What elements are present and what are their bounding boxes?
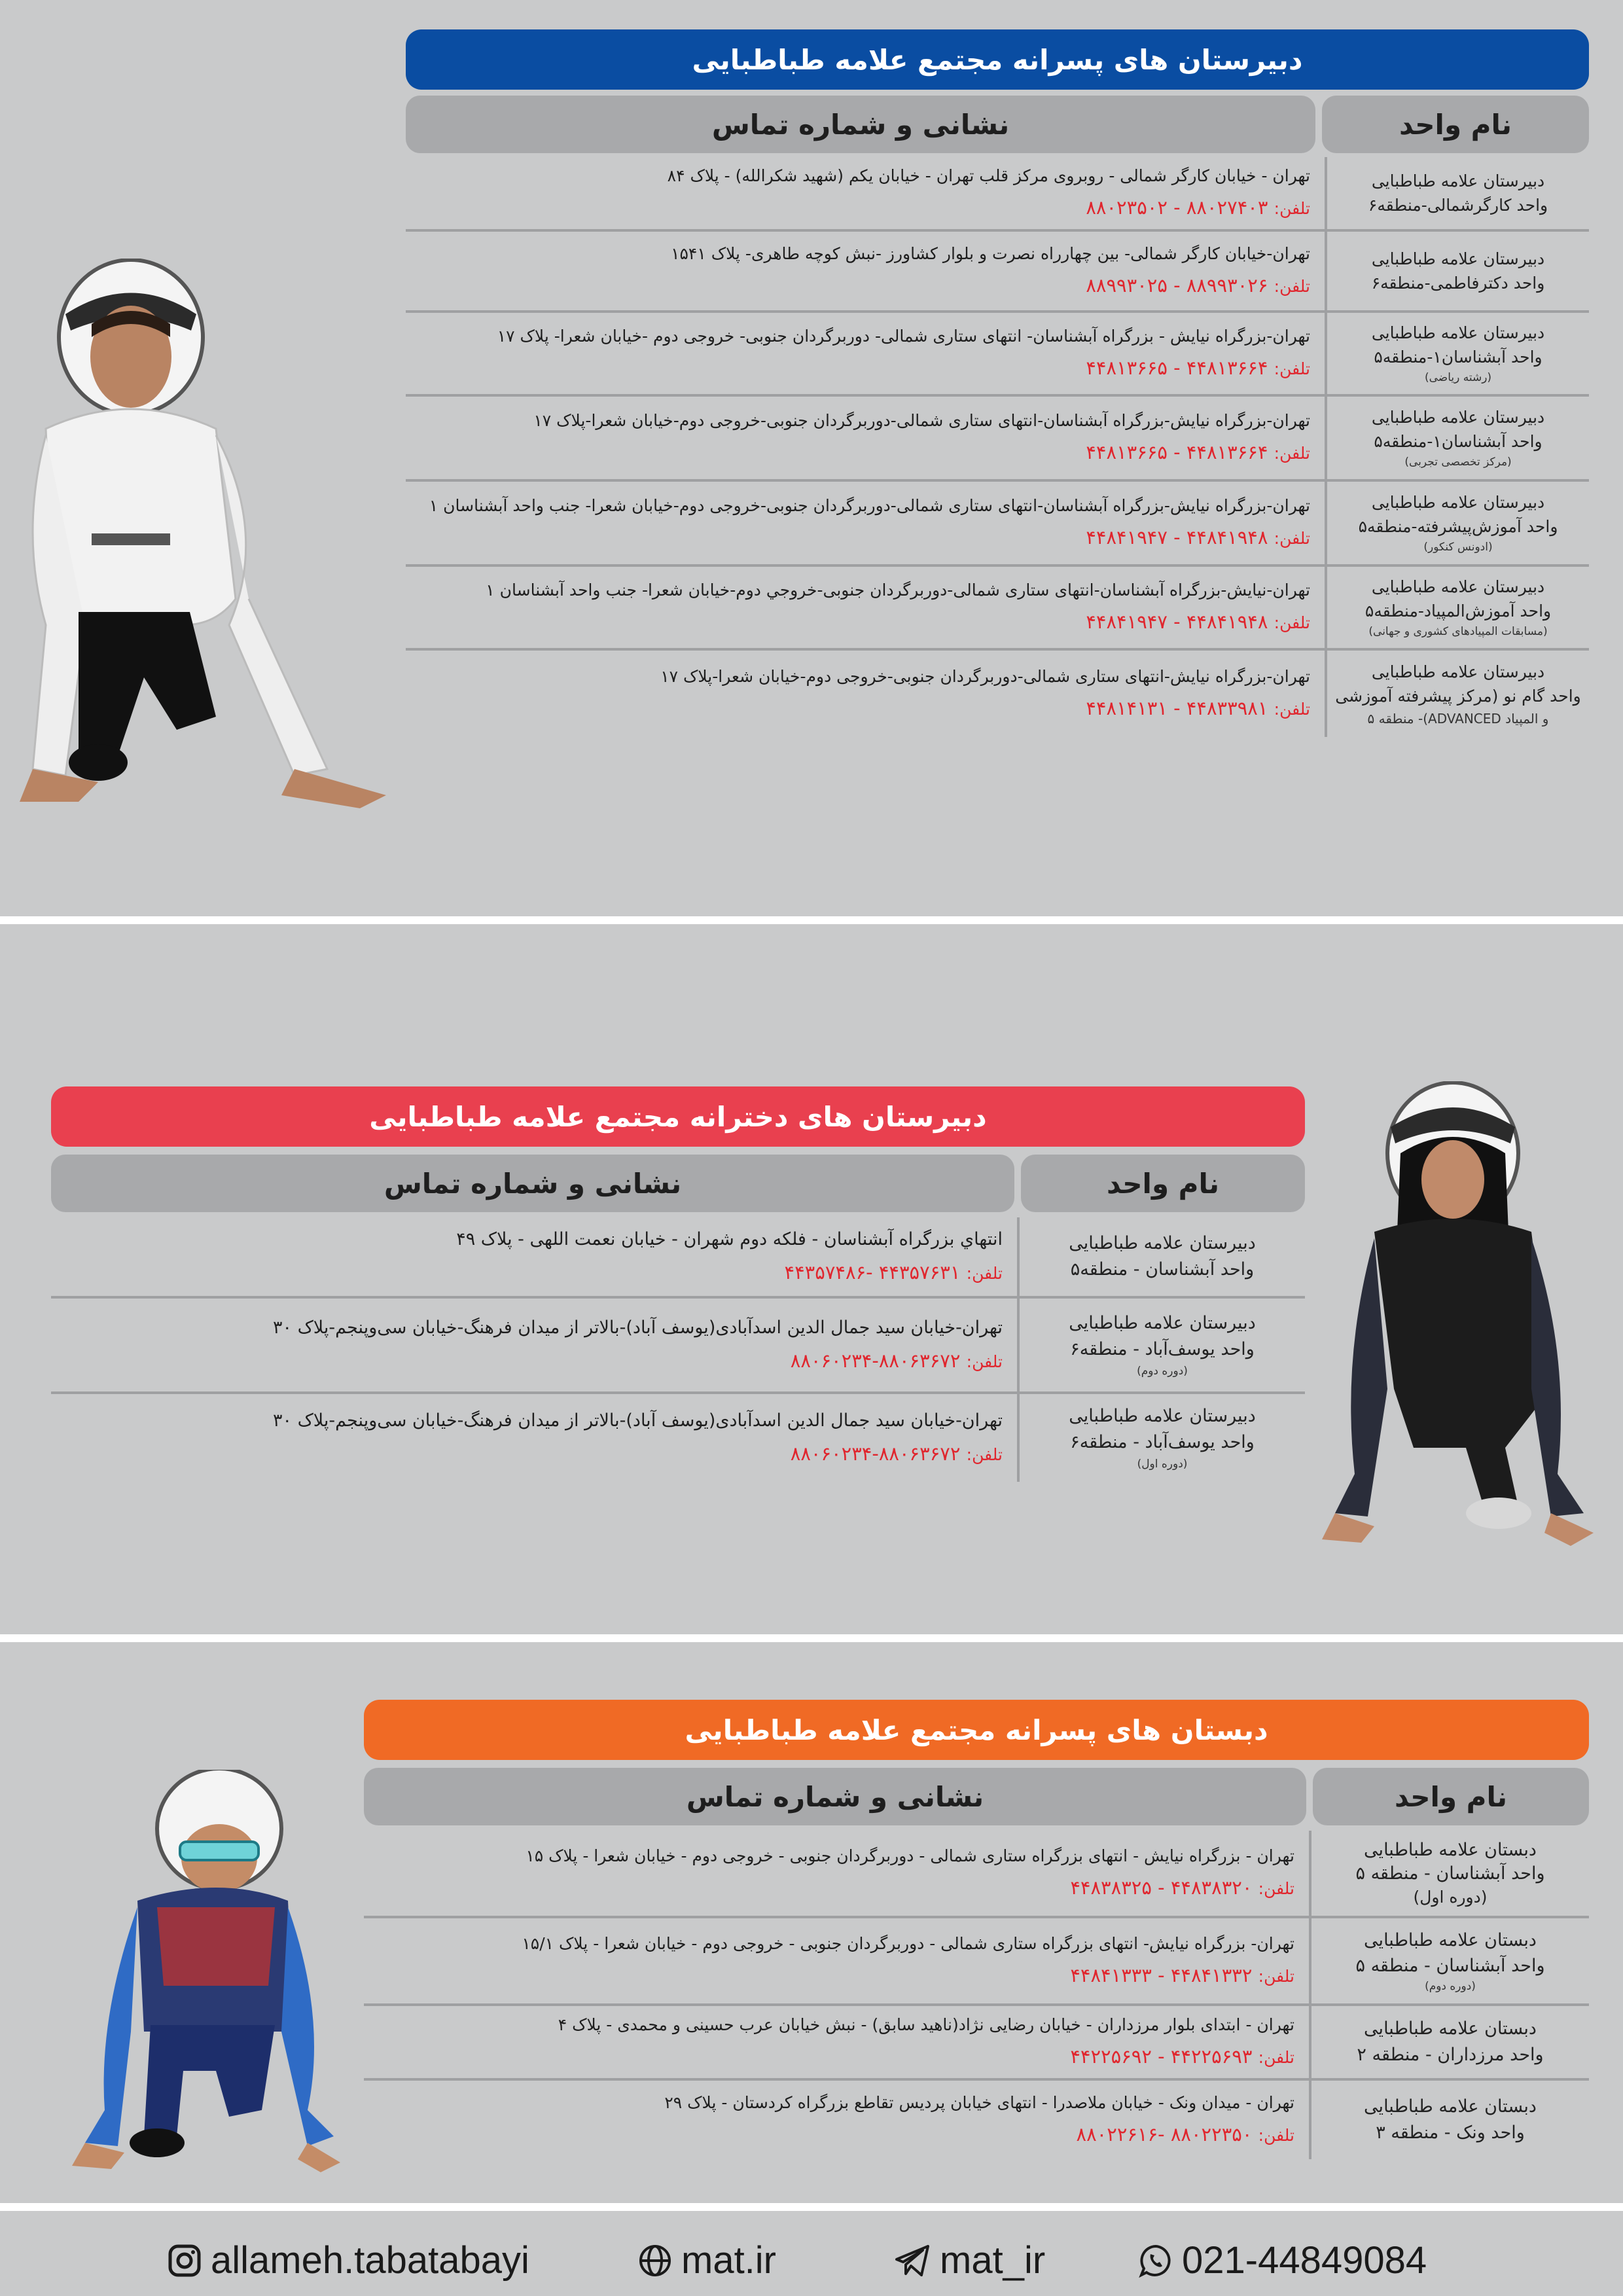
unit-address: تهران- بزرگراه نیایش- انتهای بزرگراه ستاری شمالی - دوربرگردان جنوبی - خروجی دوم - خیابان شعرا - پلاک ۱۵/۱ تلفن: ۴۴۸۴۱۳۳۲ - ۴۴۸۴۱۳۳۳ bbox=[364, 1918, 1309, 2003]
phone-number: تلفن: ۸۸۹۹۳۰۲۶ - ۸۸۹۹۳۰۲۵ bbox=[1086, 274, 1310, 297]
instagram-link[interactable]: allameh.tabatabayi bbox=[168, 2238, 529, 2282]
telegram-icon bbox=[894, 2244, 931, 2278]
phone-number: تلفن: ۴۴۸۳۸۳۲۰ - ۴۴۸۳۸۳۲۵ bbox=[1070, 1876, 1294, 1899]
boys-high-header-unit: نام واحد bbox=[1322, 96, 1589, 153]
phone-number: تلفن: ۸۸۰۲۷۴۰۳ - ۸۸۰۲۳۵۰۲ bbox=[1086, 196, 1310, 219]
unit-name: دبیرستان علامه طباطبایی واحد یوسف‌آباد - منطقه۶ (دوره دوم) bbox=[1017, 1299, 1305, 1391]
table-row bbox=[406, 313, 1589, 397]
unit-name: دبیرستان علامه طباطبایی واحد کارگرشمالی-منطقه۶ bbox=[1325, 157, 1589, 229]
boys-primary-header-address: نشانی و شماره تماس bbox=[364, 1768, 1306, 1825]
phone-number: تلفن: ۴۴۸۴۱۹۴۸ - ۴۴۸۴۱۹۴۷ bbox=[1086, 526, 1310, 549]
boys-high-title-text: دبیرستان های پسرانه مجتمع علامه طباطبایی bbox=[692, 43, 1303, 76]
unit-address: تهران-خیابان کارگر شمالی- بین چهارراه نصرت و بلوار کشاورز -نبش کوچه طاهری- پلاک ۱۵۴۱ تلفن: ۸۸۹۹۳۰۲۶ - ۸۸۹۹۳۰۲۵ bbox=[406, 232, 1325, 310]
girls-high-header-address: نشانی و شماره تماس bbox=[51, 1155, 1014, 1212]
contact-footer bbox=[0, 2212, 1623, 2296]
boys-high-title bbox=[406, 29, 1589, 90]
section-divider bbox=[0, 2203, 1623, 2211]
phone-number: تلفن: ۸۸۰۶۳۶۷۲-۸۸۰۶۰۲۳۴ bbox=[790, 1350, 1003, 1372]
boys-high-table bbox=[406, 157, 1589, 737]
phone-number: تلفن: ۴۴۳۵۷۶۳۱ -۴۴۳۵۷۴۸۶ bbox=[784, 1261, 1003, 1284]
table-row bbox=[406, 567, 1589, 651]
table-row bbox=[406, 157, 1589, 232]
phone-number: تلفن: ۴۴۸۱۳۶۶۴ - ۴۴۸۱۳۶۶۵ bbox=[1086, 441, 1310, 464]
girls-high-table bbox=[51, 1217, 1305, 1482]
phone-number: تلفن: ۴۴۲۲۵۶۹۳ - ۴۴۲۲۵۶۹۲ bbox=[1070, 2045, 1294, 2068]
phone-number: تلفن: ۴۴۸۱۳۶۶۴ - ۴۴۸۱۳۶۶۵ bbox=[1086, 357, 1310, 380]
unit-address: تهران - خیابان کارگر شمالی - روبروی مرکز قلب تهران - خیابان یکم (شهید شکرالله) - پلاک ۸۴ تلفن: ۸۸۰۲۷۴۰۳ - ۸۸۰۲۳۵۰۲ bbox=[406, 157, 1325, 229]
table-row bbox=[406, 397, 1589, 482]
boys-high-section bbox=[0, 0, 1623, 916]
unit-address: انتهاي بزرگراه آبشناسان - فلکه دوم شهران - خیابان نعمت اللهی - پلاک ۴۹ تلفن: ۴۴۳۵۷۶۳۱ -۴۴۳۵۷۴۸۶ bbox=[51, 1217, 1017, 1296]
boys-primary-title bbox=[364, 1700, 1589, 1760]
girls-high-title bbox=[51, 1086, 1305, 1147]
girls-high-section bbox=[0, 924, 1623, 1634]
phone-number: تلفن: ۴۴۸۳۳۹۸۱ - ۴۴۸۱۴۱۳۱ bbox=[1086, 697, 1310, 720]
table-row bbox=[364, 1831, 1589, 1918]
unit-name: دبیرستان علامه طباطبایی واحد آبشناسان۱-منطقه۵ (مرکز تخصصی تجربی) bbox=[1325, 397, 1589, 479]
boys-high-header-address: نشانی و شماره تماس bbox=[406, 96, 1315, 153]
boys-primary-table bbox=[364, 1831, 1589, 2159]
unit-name: دبیرستان علامه طباطبایی واحد آموزش‌المپیاد-منطقه۵ (مسابقات المپیادهای کشوری و جهانی) bbox=[1325, 567, 1589, 648]
unit-address: تهران - بزرگراه نیایش - انتهای بزرگراه ستاری شمالی - دوربرگردان جنوبی - خروجی دوم - خیابان شعرا - پلاک ۱۵ تلفن: ۴۴۸۳۸۳۲۰ - ۴۴۸۳۸۳۲۵ bbox=[364, 1831, 1309, 1916]
phone-number: تلفن: ۸۸۰۲۲۳۵۰ -۸۸۰۲۲۶۱۶ bbox=[1076, 2123, 1294, 2146]
phone-number: تلفن: ۴۴۸۴۱۹۴۸ - ۴۴۸۴۱۹۴۷ bbox=[1086, 611, 1310, 634]
unit-name: دبستان علامه طباطبایی واحد آبشناسان - منطقه ۵ (دوره اول) bbox=[1309, 1831, 1589, 1916]
unit-address: تهران-بزرگراه نیایش-انتهای ستاری شمالی-دوربرگردان جنوبی-خروجی دوم-خیابان شعرا-پلاک ۱۷ تلفن: ۴۴۸۳۳۹۸۱ - ۴۴۸۱۴۱۳۱ bbox=[406, 651, 1325, 737]
section-divider bbox=[0, 916, 1623, 924]
unit-name: دبستان علامه طباطبایی واحد ونک - منطقه ۳ bbox=[1309, 2081, 1589, 2159]
phone-number: تلفن: ۴۴۸۴۱۳۳۲ - ۴۴۸۴۱۳۳۳ bbox=[1070, 1964, 1294, 1987]
table-row bbox=[406, 482, 1589, 567]
student-photo-young-boy bbox=[59, 1770, 347, 2182]
unit-address: تهران-بزرگراه نیایش-بزرگراه آبشناسان-انتهای ستاری شمالی-دوربرگردان جنوبی-خروجی دوم-خیابان شعرا- جنب واحد آبشناسان ۱ تلفن: ۴۴۸۴۱۹۴۸ - ۴۴۸۴۱۹۴۷ bbox=[406, 482, 1325, 564]
table-row bbox=[364, 2081, 1589, 2159]
unit-address: تهران-نیایش-بزرگراه آبشناسان-انتهای ستاری شمالی-دوربرگردان جنوبی-خروجي دوم-خیابان شعرا- جنب واحد آبشناسان ۱ تلفن: ۴۴۸۴۱۹۴۸ - ۴۴۸۴۱۹۴۷ bbox=[406, 567, 1325, 648]
unit-name: دبیرستان علامه طباطبایی واحد یوسف‌آباد - منطقه۶ (دوره اول) bbox=[1017, 1394, 1305, 1482]
whatsapp-icon bbox=[1139, 2244, 1173, 2278]
unit-address: تهران-خیابان سید جمال الدین اسدآبادی(یوسف آباد)-بالاتر از میدان فرهنگ-خیابان سی‌وپنجم-پلاک ۳۰ تلفن: ۸۸۰۶۳۶۷۲-۸۸۰۶۰۲۳۴ bbox=[51, 1394, 1017, 1482]
table-row bbox=[51, 1394, 1305, 1482]
unit-address: تهران-بزرگراه نیایش-بزرگراه آبشناسان-انتهای ستاری شمالی-دوربرگردان جنوبی-خروجی دوم-خیابان شعرا-پلاک ۱۷ تلفن: ۴۴۸۱۳۶۶۴ - ۴۴۸۱۳۶۶۵ bbox=[406, 397, 1325, 479]
table-row bbox=[406, 232, 1589, 313]
unit-address: تهران-بزرگراه نیایش - بزرگراه آبشناسان- انتهای ستاری شمالی- دوربرگردان جنوبی- خروجی دوم -خیابان شعرا- پلاک ۱۷ تلفن: ۴۴۸۱۳۶۶۴ - ۴۴۸۱۳۶۶۵ bbox=[406, 313, 1325, 394]
unit-name: دبستان علامه طباطبایی واحد آبشناسان - منطقه ۵ (دوره دوم) bbox=[1309, 1918, 1589, 2003]
instagram-icon bbox=[168, 2244, 202, 2278]
table-row bbox=[364, 1918, 1589, 2006]
telegram-link[interactable]: mat_ir bbox=[894, 2238, 1045, 2282]
section-divider bbox=[0, 1634, 1623, 1642]
student-photo-boy bbox=[20, 259, 399, 821]
boys-primary-section bbox=[0, 1642, 1623, 2205]
girls-high-title-text: دبیرستان های دخترانه مجتمع علامه طباطبایی bbox=[369, 1100, 987, 1133]
unit-address: تهران - میدان ونک - خیابان ملاصدرا - انتهای خیابان پردیس تقاطع بزرگراه کردستان - پلاک ۲۹ تلفن: ۸۸۰۲۲۳۵۰ -۸۸۰۲۲۶۱۶ bbox=[364, 2081, 1309, 2159]
table-row bbox=[406, 651, 1589, 737]
unit-address: تهران - ابتدای بلوار مرزداران - خیابان رضایی نژاد(ناهید سابق) - نبش خیابان عرب حسینی و محمدی - پلاک ۴ تلفن: ۴۴۲۲۵۶۹۳ - ۴۴۲۲۵۶۹۲ bbox=[364, 2006, 1309, 2078]
table-row bbox=[364, 2006, 1589, 2081]
unit-name: دبیرستان علامه طباطبایی واحد آبشناسان۱-منطقه۵ (رشته ریاضی) bbox=[1325, 313, 1589, 394]
table-row bbox=[51, 1217, 1305, 1299]
boys-primary-title-text: دبستان های پسرانه مجتمع علامه طباطبایی bbox=[685, 1713, 1268, 1746]
unit-address: تهران-خیابان سید جمال الدین اسدآبادی(یوسف آباد)-بالاتر از میدان فرهنگ-خیابان سی‌وپنجم-پلاک ۳۰ تلفن: ۸۸۰۶۳۶۷۲-۸۸۰۶۰۲۳۴ bbox=[51, 1299, 1017, 1391]
phone-link[interactable]: 021-44849084 bbox=[1139, 2238, 1427, 2282]
unit-name: دبستان علامه طباطبایی واحد مرزداران - منطقه ۲ bbox=[1309, 2006, 1589, 2078]
student-photo-girl bbox=[1322, 1081, 1597, 1552]
unit-name: دبیرستان علامه طباطبایی واحد آبشناسان - منطقه۵ bbox=[1017, 1217, 1305, 1296]
table-row bbox=[51, 1299, 1305, 1394]
unit-name: دبیرستان علامه طباطبایی واحد دکترفاطمی-منطقه۶ bbox=[1325, 232, 1589, 310]
unit-name: دبیرستان علامه طباطبایی واحد آموزش‌پیشرفته-منطقه۵ (ادونس کنکور) bbox=[1325, 482, 1589, 564]
boys-primary-header-unit: نام واحد bbox=[1313, 1768, 1589, 1825]
phone-number: تلفن: ۸۸۰۶۳۶۷۲-۸۸۰۶۰۲۳۴ bbox=[790, 1443, 1003, 1465]
unit-name: دبیرستان علامه طباطبایی واحد گام نو (مرکز پیشرفته آموزشی و المپیاد ADVANCED)- منطقه ۵ bbox=[1325, 651, 1589, 737]
girls-high-header-unit: نام واحد bbox=[1021, 1155, 1305, 1212]
globe-icon bbox=[638, 2244, 672, 2278]
website-link[interactable]: mat.ir bbox=[638, 2238, 776, 2282]
